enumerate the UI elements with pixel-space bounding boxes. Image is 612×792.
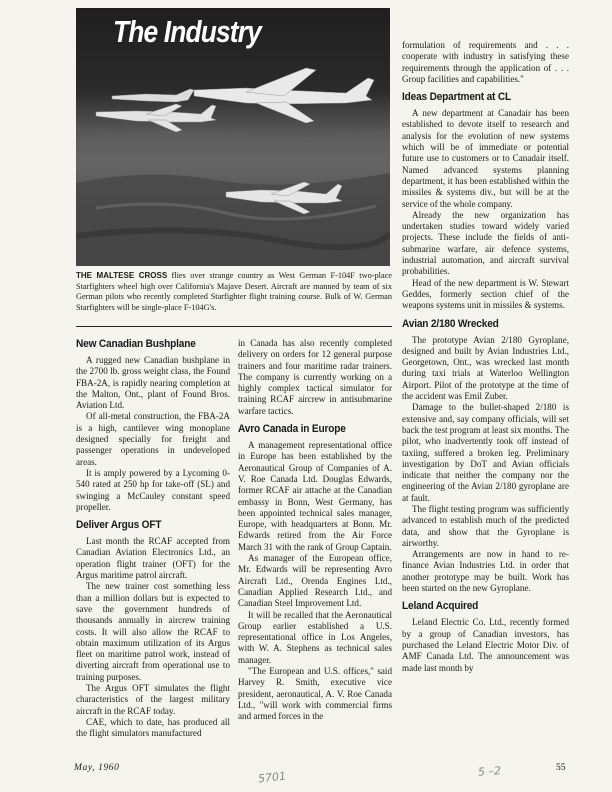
article-paragraph: A rugged new Canadian bushplane in the 2700 lb. gross weight class, the Found FBA-2A, is rapidly nearing completion at the Malton, Ont., plant of Found Bros. Aviation Ltd. [76,355,230,411]
jet-left [96,104,216,132]
article-paragraph: It is amply powered by a Lycoming 0-540 rated at 250 hp for take-off (SL) and swinging a McCauley constant speed propeller. [76,467,230,512]
issue-date: May, 1960 [74,763,120,773]
article-paragraph: "The European and U.S. offices," said Harvey R. Smith, executive vice president, aeronautical, A. V. Roe Canada Ltd., "will work with commercial firms and armed forces in the [238,666,392,722]
handwritten-note-left: 5701 [257,769,287,786]
column-1 [76,338,230,740]
article-paragraph: As manager of the European office, Mr. Edwards will be representing Avro Aircraft Ltd., Orenda Engines Ltd., Canadian Applied Research Ltd., and Canadian Steel Improvement Ltd. [238,553,392,609]
article-heading-avro: Avro Canada in Europe [238,423,346,436]
article-paragraph: Arrangements are now in hand to re-finance Avian Industries Ltd. in order that another prototype may be built. Work has been started on the new Gyroplane. [402,549,569,594]
photo-caption [76,271,392,313]
article-paragraph: It will be recalled that the Aeronautical Group earlier established a U.S. representational office in Los Angeles, with W. A. Stephens as technical sales manager. [238,609,392,665]
article-paragraph: The new trainer cost something less than a million dollars but is expected to save the government hundreds of thousands annually in aircrew training costs. It will also allow the RCAF to obtain maximum utilization of its Argus fleet on maritime patrol work, instead of diverting aircraft from operational use to training purposes. [76,581,230,682]
section-masthead: The Industry [113,14,261,49]
page-number: 55 [556,763,566,773]
article-paragraph: A new department at Canadair has been established to devote itself to research and analysis for the evolution of new systems which will be of immediate or potential future use to customers or to Canadair itself. Named advanced systems planning department, it has been established within the missiles & systems div., but will be at the service of the whole company. [402,108,569,209]
article-paragraph: Already the new organization has undertaken studies toward widely varied projects. These include the fields of anti-submarine warfare, air defence systems, industrial automation, and aircraft survival probabilities. [402,209,569,277]
article-heading-argus: Deliver Argus OFT [76,519,162,532]
article-paragraph: The flight testing program was sufficiently advanced to establish much of the predicted data, and show that the Gyroplane is airworthy. [402,503,569,548]
article-paragraph: in Canada has also recently completed delivery on orders for 12 general purpose trainers and four maritime radar trainers. The company is currently working on a highly complex tactical simulator for training RCAF aircrew in antisubmarine warfare tactics. [238,338,392,416]
caption-divider [76,326,392,327]
article-heading-avian: Avian 2/180 Wrecked [402,317,499,330]
jet-mid-left [112,89,194,102]
jet-lead [194,68,374,123]
article-paragraph: The Argus OFT simulates the flight characteristics of the largest military aircraft in the RCAF today. [76,683,230,716]
caption-lead: THE MALTESE CROSS [76,271,168,280]
caption-text: flies over strange country as West German F-104F two-place Starfighters wheel high over California's Majave Desert. Aircraft are manned by team of six German pilots who recently completed Starfighter flight training course. Bulk of W. German Starfighters will be single-place F-104G's. [76,271,392,312]
column-2 [238,338,392,723]
article-paragraph: formulation of requirements and . . . cooperate with industry in satisfying these requirements through the application of . . . Group facilities and capabilities." [402,40,569,84]
article-heading-bushplane: New Canadian Bushplane [76,338,196,350]
article-paragraph: A management representational office in Europe has been established by the Aeronautical Group of Companies of A. V. Roe Canada Ltd. Douglas Edwards, former RCAF air attache at the Canadian embassy in Bonn, West Germany, has been appointed technical sales manager, Europe, with headquarters at Bonn. Mr. Edwards retired from the Air Force March 31 with the rank of Group Captain. [238,440,392,552]
article-heading-ideas: Ideas Department at CL [402,91,511,104]
article-paragraph: Of all-metal construction, the FBA-2A is a high, cantilever wing monoplane designed specially for freight and passenger operations in undeveloped areas. [76,411,230,467]
article-paragraph: Leland Electric Co. Ltd., recently formed by a group of Canadian investors, has purchased the Leland Electric Motor Div. of AMF Canada Ltd. The announcement was made last month by [402,617,569,673]
article-paragraph: Last month the RCAF accepted from Canadian Aviation Electronics Ltd., an operation flight trainer (OFT) for the Argus maritime patrol aircraft. [76,536,230,581]
article-paragraph: CAE, which to date, has produced all the flight simulators manufactured [76,716,230,739]
article-paragraph: The prototype Avian 2/180 Gyroplane, designed and built by Avian Industries Ltd., Georgetown, Ont., was wrecked last month during taxi trials at Waterloo Wellington Airport. Pilot of the prototype at the time of the accident was Emil Zuber. [402,334,569,402]
column-3 [402,40,569,674]
article-paragraph: Damage to the bullet-shaped 2/180 is extensive and, say company officials, will set back the test program at least six months. The pilot, who inadvertently took off instead of taxiing, suffered a broken leg. Preliminary investigation by DoT and Avian officials indicate that neither the company nor the engineering of the Avian 2/180 gyroplane are at fault. [402,402,569,503]
article-paragraph: Head of the new department is W. Stewart Geddes, formerly section chief of the weapons systems unit in missiles & systems. [402,277,569,311]
handwritten-note-right: 5 –2 [477,764,502,779]
article-heading-leland: Leland Acquired [402,600,479,613]
